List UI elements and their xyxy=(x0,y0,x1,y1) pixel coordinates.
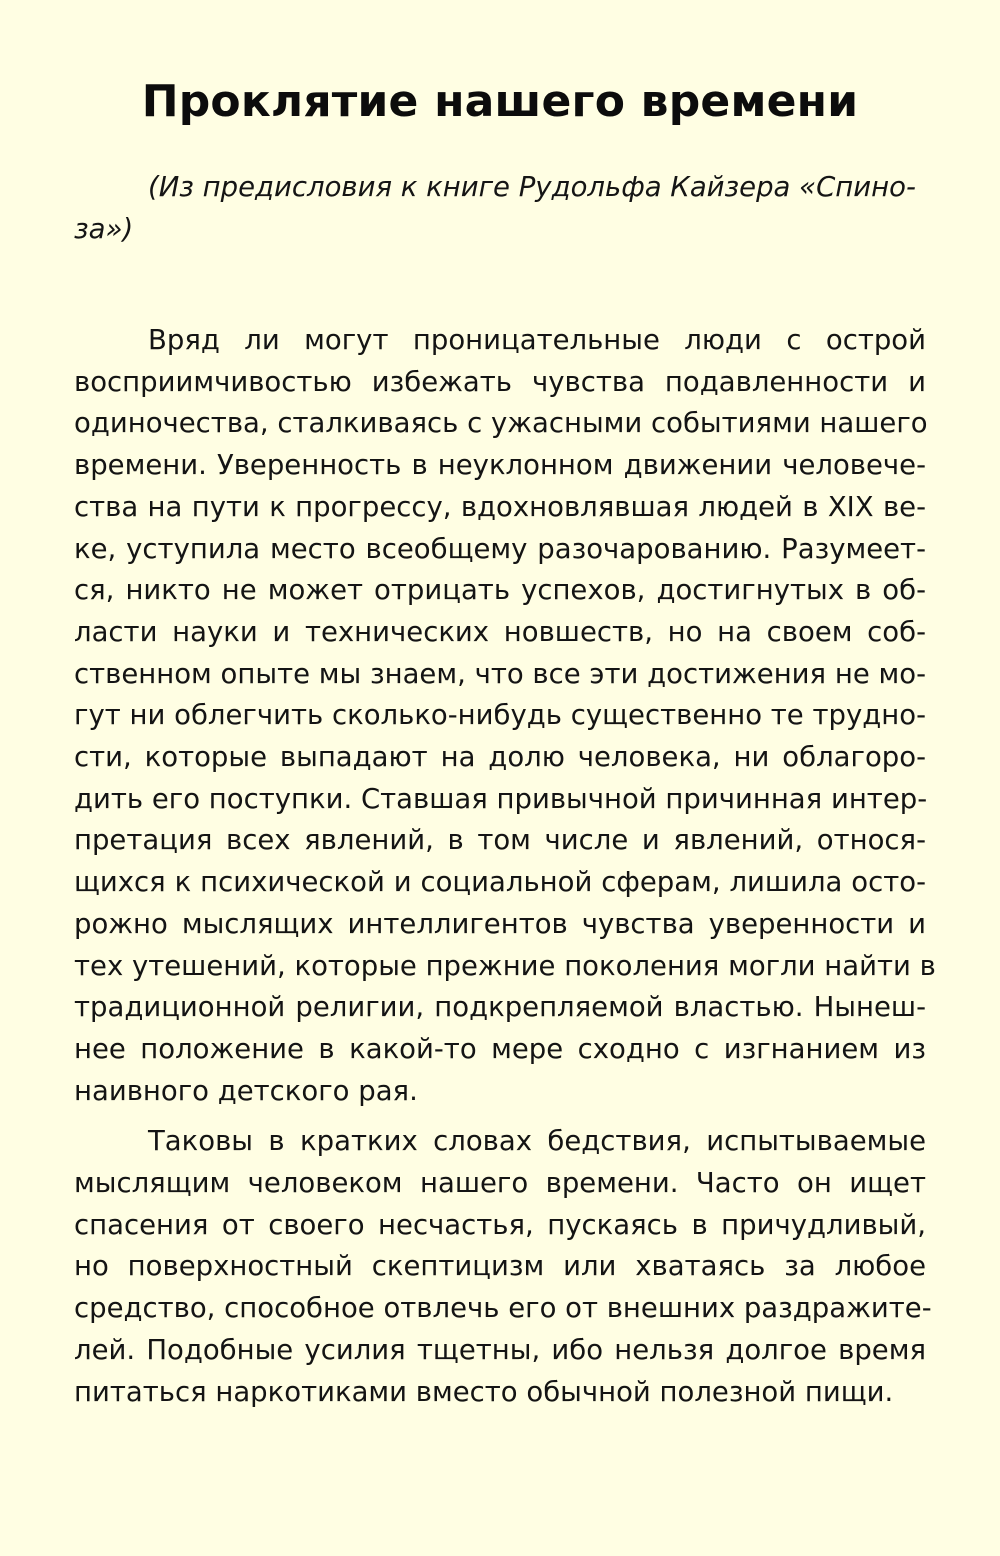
body-text xyxy=(74,320,936,1413)
source-note-line: за») xyxy=(74,213,134,245)
text-line: спасения от своего несчастья, пускаясь в причудливый, xyxy=(74,1208,926,1241)
text-line: времени. Уверенность в неуклонном движении человече- xyxy=(74,449,926,482)
text-line: Таковы в кратких словах бедствия, испытываемые xyxy=(148,1125,926,1158)
text-line: гут ни облегчить сколько-нибудь существенно те трудно- xyxy=(74,699,926,732)
text-line: сти, которые выпадают на долю человека, ни облагоро- xyxy=(74,741,926,774)
text-line: ственном опыте мы знаем, что все эти достижения не мо- xyxy=(74,657,926,690)
paragraph-1 xyxy=(74,320,936,1112)
text-line: средство, способное отвлечь его от внешних раздражите- xyxy=(74,1292,932,1325)
text-line: тех утешений, которые прежние поколения могли найти в xyxy=(74,949,936,982)
text-line: мыслящим человеком нашего времени. Часто он ищет xyxy=(74,1167,926,1200)
text-line: нее положение в какой-то мере сходно с изгнанием из xyxy=(74,1032,926,1065)
text-line: ся, никто не может отрицать успехов, достигнутых в об- xyxy=(74,574,926,607)
page-title: Проклятие нашего времени xyxy=(141,76,859,127)
paragraph-2 xyxy=(74,1121,932,1413)
text-line: Вряд ли могут проницательные люди с острой xyxy=(148,324,926,356)
text-line: лей. Подобные усилия тщетны, ибо нельзя долгое время xyxy=(74,1333,926,1366)
text-line: дить его поступки. Ставшая привычной причинная интер- xyxy=(74,782,928,815)
text-line: ства на пути к прогрессу, вдохновлявшая людей в XIX ве- xyxy=(74,490,926,523)
source-note xyxy=(74,166,926,250)
text-line: питаться наркотиками вместо обычной полезной пищи. xyxy=(74,1375,894,1408)
text-line: претация всех явлений, в том числе и явлений, относя- xyxy=(74,824,926,857)
text-line: щихся к психической и социальной сферам, лишила осто- xyxy=(74,866,926,899)
source-note-line: (Из предисловия к книге Рудольфа Кайзера «Спино- xyxy=(148,171,916,203)
text-line: восприимчивостью избежать чувства подавленности и xyxy=(74,365,926,398)
text-line: одиночества, сталкиваясь с ужасными событиями нашего xyxy=(74,407,928,440)
text-line: рожно мыслящих интеллигентов чувства уверенности и xyxy=(74,907,926,940)
text-line: традиционной религии, подкрепляемой властью. Нынеш- xyxy=(74,991,926,1024)
text-line: но поверхностный скептицизм или хватаясь за любое xyxy=(74,1250,926,1283)
text-line: ласти науки и технических новшеств, но на своем соб- xyxy=(74,615,926,648)
text-line: наивного детского рая. xyxy=(74,1074,418,1107)
text-line: ке, уступила место всеобщему разочарованию. Разумеет- xyxy=(74,532,926,565)
